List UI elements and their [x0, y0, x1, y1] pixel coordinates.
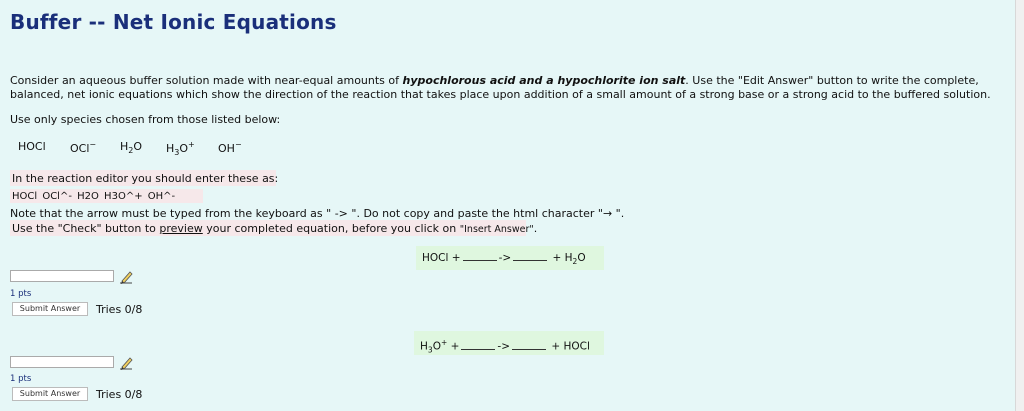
species-ocl: OCl− [70, 140, 97, 155]
points-label-2: 1 pts [10, 374, 32, 384]
editor-title: In the reaction editor you should enter these as: [12, 172, 279, 185]
tries-counter-2: Tries 0/8 [96, 388, 143, 401]
editor-forms: HOCl OCl^- H2O H3O^+ OH^- [12, 191, 176, 202]
intro-paragraph [10, 74, 1000, 102]
answer-input-1[interactable] [10, 270, 114, 282]
equation-1: HOCl + -> + $H_2O$ [416, 246, 604, 270]
scrollbar[interactable] [1015, 0, 1024, 411]
species-hocl: HOCl [18, 140, 46, 153]
points-label-1: 1 pts [10, 289, 32, 299]
answer-input-2[interactable] [10, 356, 114, 368]
preview-link[interactable]: preview [159, 222, 203, 235]
check-note: Use the "Check" button to preview your completed equation, before you click on "Insert Answer". [12, 222, 538, 235]
reactant-blank [461, 339, 495, 350]
intro-emphasis: hypochlorous acid and a hypochlorite ion salt [402, 74, 686, 87]
pencil-icon[interactable] [118, 355, 134, 371]
species-h3o: $H_3O^+$ [166, 140, 195, 157]
intro-text-1: Consider an aqueous buffer solution made with near-equal amounts of [10, 74, 403, 87]
species-h2o: $H_2O$ [120, 140, 143, 156]
page-title: Buffer -- Net Ionic Equations [10, 10, 337, 34]
submit-answer-button-2[interactable]: Submit Answer [12, 387, 88, 401]
species-list [18, 140, 242, 157]
product-blank [513, 250, 547, 261]
equation-2: $H_3O^+$ + -> + HOCl [414, 331, 604, 355]
species-oh: OH− [218, 140, 242, 155]
reactant-blank [463, 250, 497, 261]
arrow-note: Note that the arrow must be typed from the keyboard as " -> ". Do not copy and paste the html character "→ ". [10, 207, 625, 220]
pencil-icon[interactable] [118, 269, 134, 285]
tries-counter-1: Tries 0/8 [96, 303, 143, 316]
intro-text-2: . Use the "Edit Answer" button to write the complete, balanced, net ionic equations which show the direction of the reaction that takes place upon addition of a small amount of a strong base or a strong acid to the buffered solution. [10, 74, 991, 101]
submit-answer-button-1[interactable]: Submit Answer [12, 302, 88, 316]
use-only-instruction: Use only species chosen from those listed below: [10, 113, 281, 126]
product-blank [512, 339, 546, 350]
